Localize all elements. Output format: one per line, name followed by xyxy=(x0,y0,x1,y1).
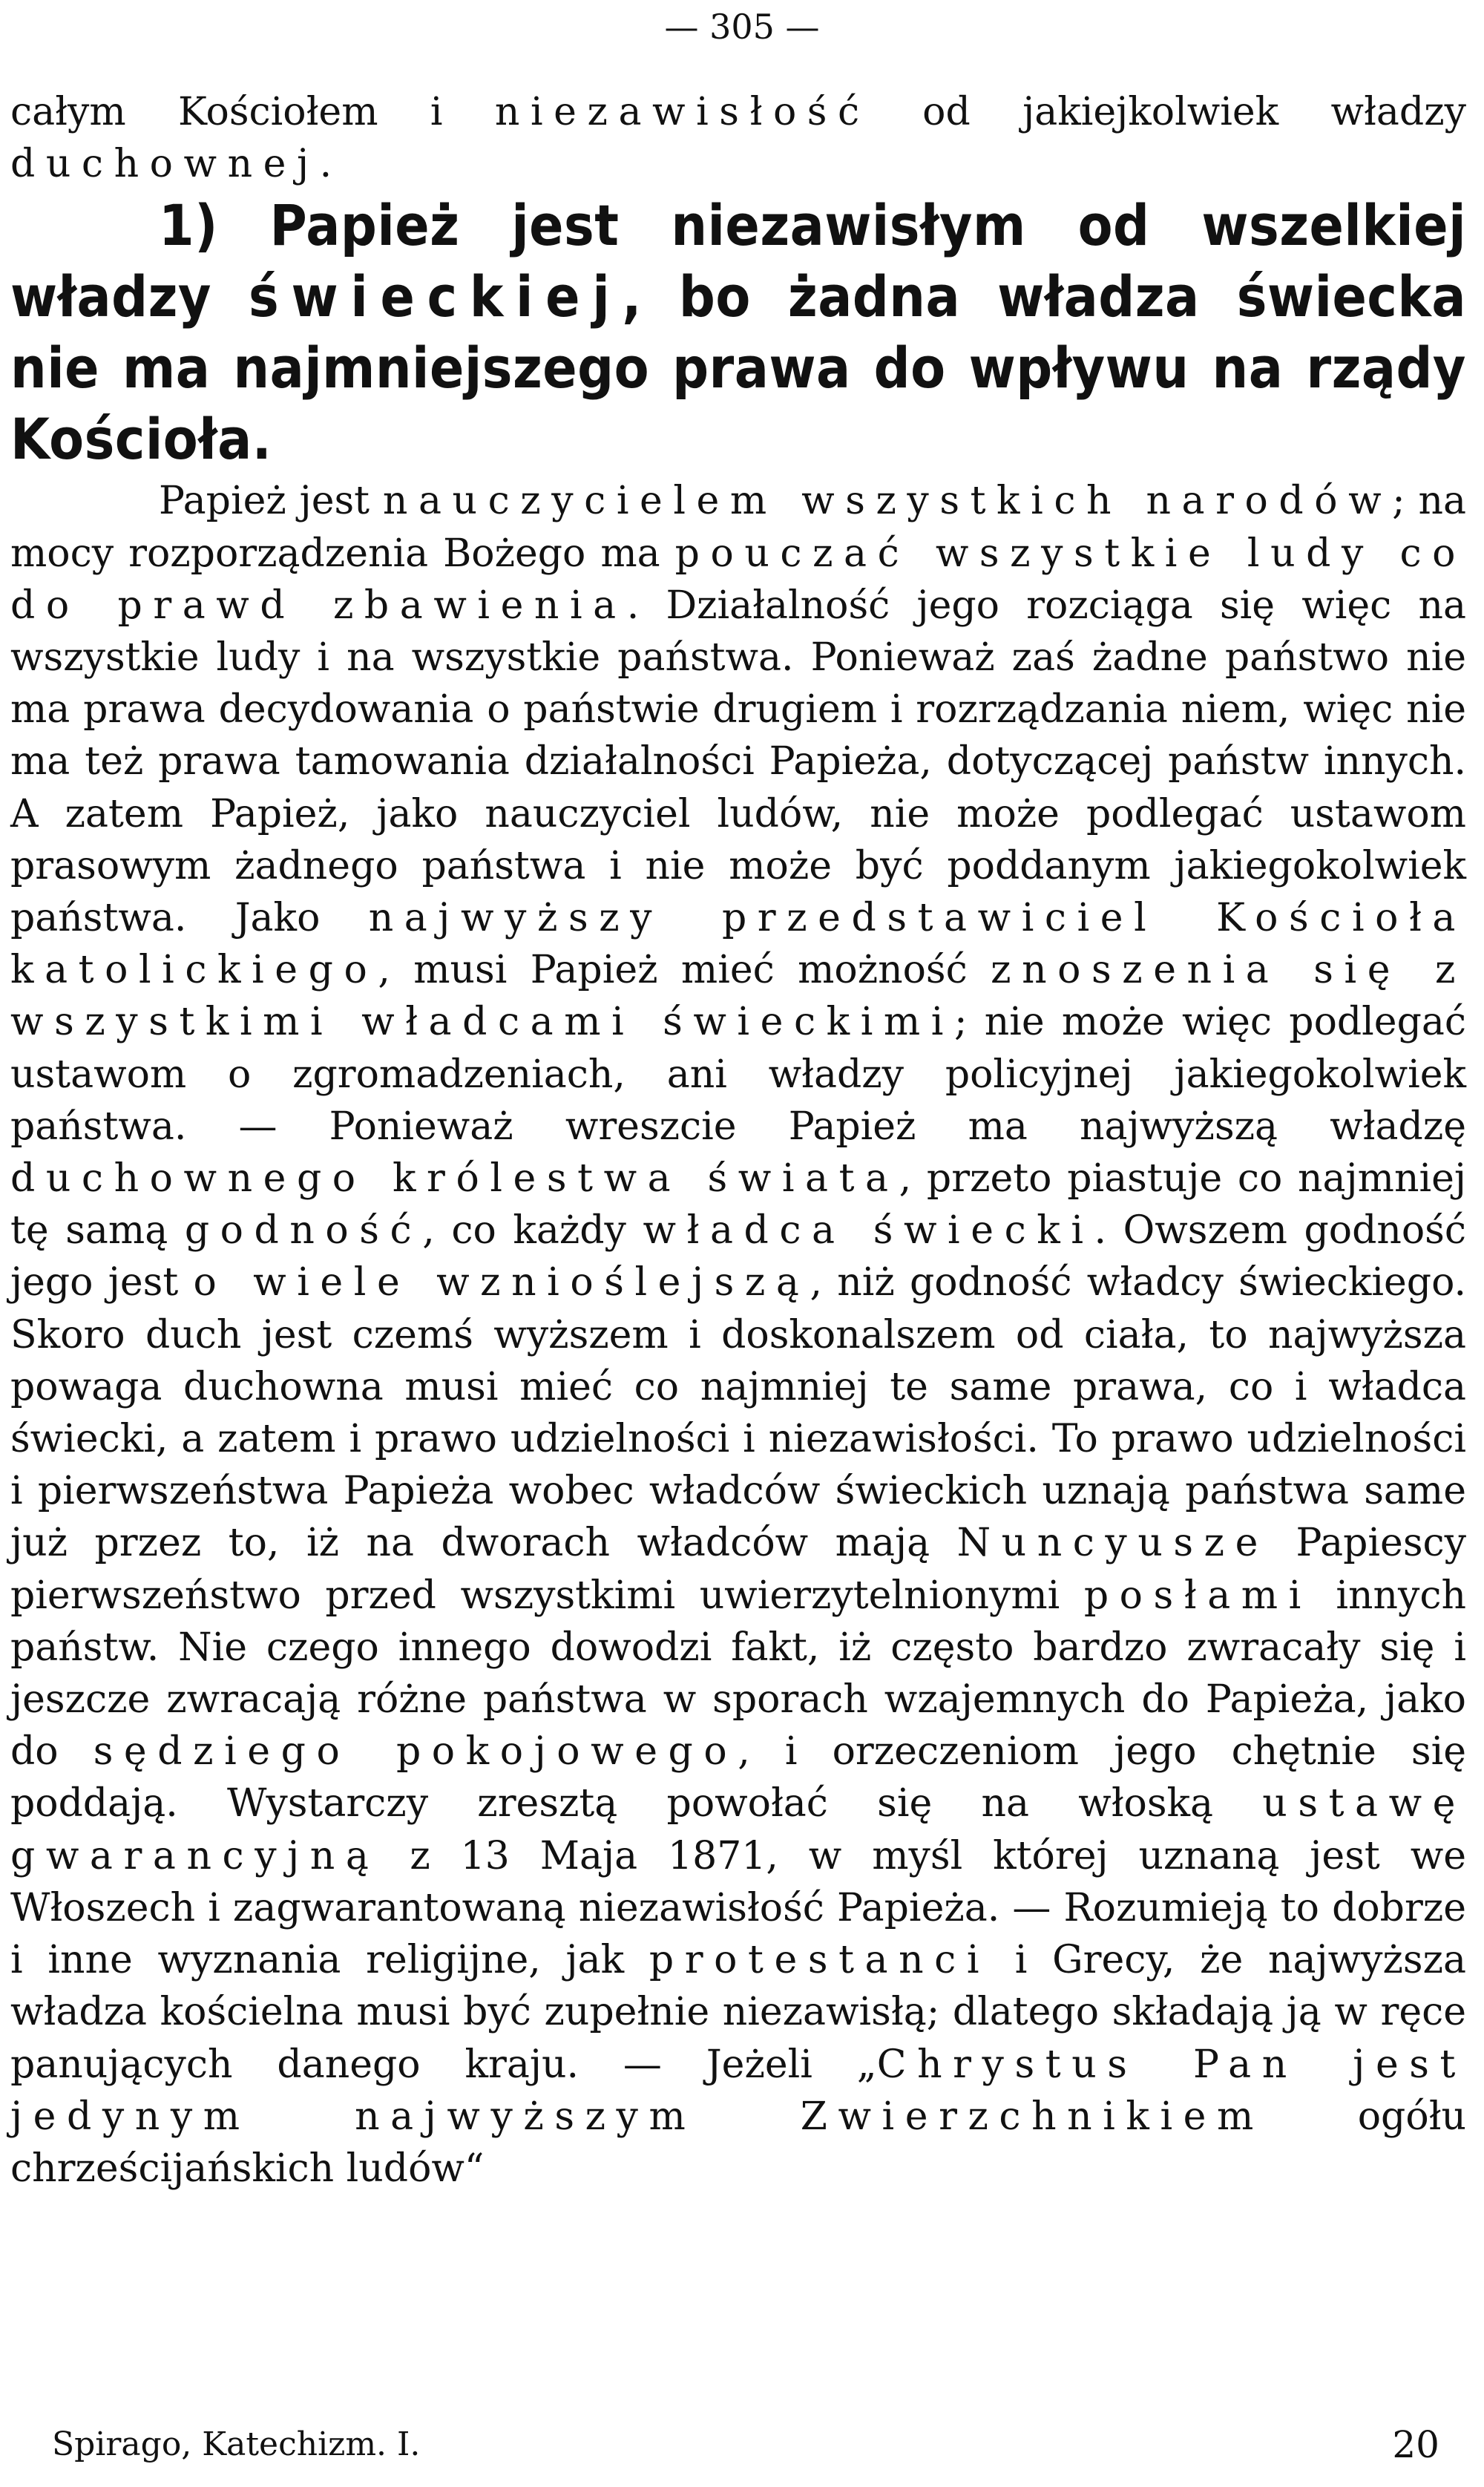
text-run: Papież jest xyxy=(159,479,383,524)
text-run: całym Kościołem i xyxy=(10,90,495,134)
spaced-text: Chrystus Pan jest jedynym najwyższym Zwierzchnikiem xyxy=(10,2042,1466,2139)
text-run: z 13 Maja 1871, w myśl której uznaną jest we Włoszech i zagwarantowaną niezawisłość Papieża. — Rozumieją to dobrze i inne wyznania religijne, jak xyxy=(10,1833,1466,1983)
signature-mark: 20 xyxy=(1392,2423,1439,2466)
spaced-text: znoszenia się z wszystkimi władcami świeckimi xyxy=(10,948,1466,1045)
opening-paragraph xyxy=(10,86,1466,190)
spaced-text: posłami xyxy=(1083,1573,1312,1618)
spaced-text: Nuncyusze xyxy=(956,1521,1269,1566)
text-run: i Grecy, że najwyższa władza kościelna musi być zupełnie niezawisłą; dlatego składają ją w ręce panujących danego kraju. — Jeżeli „ xyxy=(10,1938,1466,2087)
text-run: , musi Papież mieć możność xyxy=(378,948,991,993)
heading-run: , bo żadna władza świecka nie ma najmniejszego prawa do wpływu na rządy Kościoła. xyxy=(10,263,1466,473)
page-body xyxy=(10,86,1466,2195)
spaced-text: godność xyxy=(184,1208,423,1254)
text-run: . Działalność jego rozciąga się więc na wszystkie ludy i na wszystkie państwa. Ponieważ zaś żadne państwo nie ma prawa decydowania o państwie drugiem i rozrządzania niem, więc nie ma też prawa tamowania działalności Papieża, dotyczącej państw innych. A zatem Papież, jako nauczyciel ludów, nie może podlegać ustawom prasowym żadnego państwa i nie może być poddanym jakiegokolwiek państwa. Jako xyxy=(10,583,1466,941)
spaced-text: władca świecki xyxy=(643,1208,1094,1254)
page-footer xyxy=(52,2422,1439,2467)
spaced-text: duchownego królestwa świata xyxy=(10,1156,899,1202)
spaced-text: sędziego pokojowego xyxy=(93,1729,738,1775)
text-run: Papiescy pierwszeństwo przed wszystkimi uwierzytelnionymi xyxy=(10,1521,1466,1618)
spaced-heading-text: świeckiej xyxy=(249,263,623,330)
text-run: od jakiejkolwiek władzy xyxy=(870,90,1466,134)
spaced-text: o wiele wznioślejszą xyxy=(193,1260,810,1305)
text-run: , niż godność władcy świeckiego. Skoro duch jest czemś wyższem i doskonalszem od ciała, to najwyższa powaga duchowna musi mieć co najmniej te same prawa, co i władca świecki, a zatem i prawo udzielności i niezawisłości. To prawo udzielności i pierwszeństwa Papieża wobec władców świeckich uznają państwa same już przez to, iż na dworach władców mają xyxy=(10,1260,1467,1566)
section-heading xyxy=(10,190,1466,475)
spaced-text: niezawisłość xyxy=(494,90,870,134)
text-run: . Owszem godność jego jest xyxy=(10,1208,1466,1305)
text-run: ; nie może więc podlegać ustawom o zgromadzeniach, ani władzy policyjnej jakiegokolwiek państwa. — Ponieważ wreszcie Papież ma najwyższą władzę xyxy=(10,1000,1466,1149)
text-run: innych państw. Nie czego innego dowodzi fakt, iż często bardzo zwracały się i jeszcze zwracają różne państwa w sporach wzajemnych do Papieża, jako do xyxy=(10,1573,1466,1775)
footer-source: Spirago, Katechizm. I. xyxy=(52,2425,421,2463)
spaced-text: protestanci xyxy=(649,1938,991,1983)
spaced-text: ustawę gwarancyjną xyxy=(10,1781,1466,1878)
spaced-text: pouczać wszystkie ludy co do prawd zbawienia xyxy=(10,531,1466,628)
heading-run: 1) Papież jest niezawisłym od wszelkiej władzy xyxy=(10,192,1466,330)
text-run: , co każdy xyxy=(422,1208,643,1254)
spaced-text: najwyższy przedstawiciel Kościoła katolickiego xyxy=(10,896,1466,993)
page-number: — 305 — xyxy=(664,7,820,47)
spaced-text: nauczycielem wszystkich narodów xyxy=(382,479,1393,524)
text-run: ogółu chrześcijańskich ludów“ xyxy=(10,2094,1466,2191)
spaced-text: duchownej. xyxy=(10,142,343,187)
text-run: , przeto piastuje co najmniej tę samą xyxy=(10,1156,1466,1254)
text-run: ; na mocy rozporządzenia Bożego ma xyxy=(10,479,1466,576)
text-run: , i orzeczeniom jego chętnie się poddają. Wystarczy zresztą powołać się na włoską xyxy=(10,1729,1466,1826)
main-paragraph xyxy=(10,475,1466,2195)
